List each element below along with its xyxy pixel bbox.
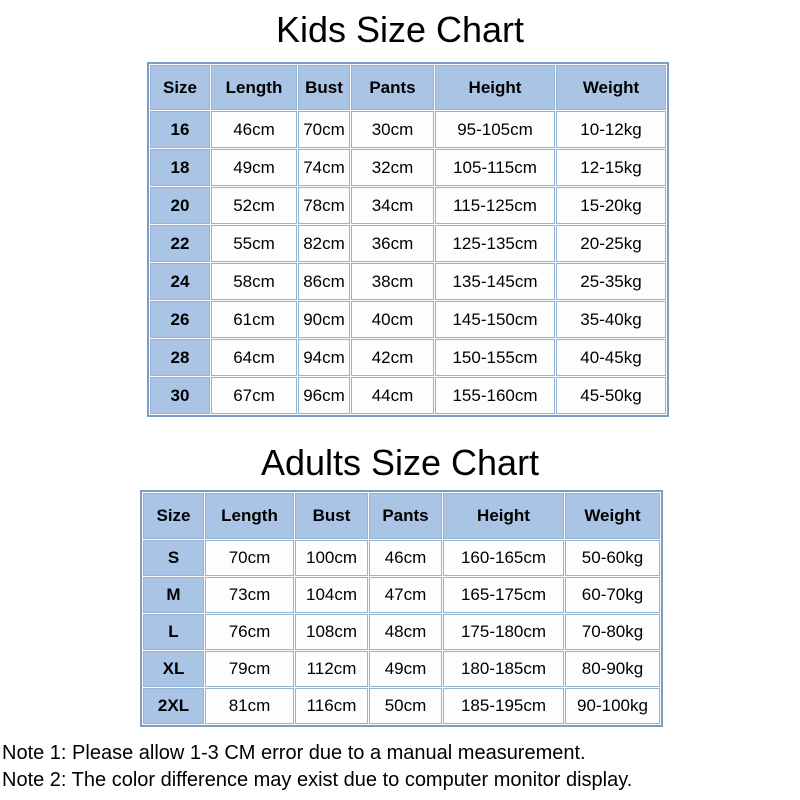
value-cell: 90cm bbox=[298, 301, 350, 338]
adults-chart-title: Adults Size Chart bbox=[260, 442, 540, 483]
value-cell: 74cm bbox=[298, 149, 350, 186]
value-cell: 78cm bbox=[298, 187, 350, 224]
value-cell: 64cm bbox=[211, 339, 297, 376]
value-cell: 81cm bbox=[205, 688, 294, 724]
size-cell: M bbox=[143, 577, 204, 613]
value-cell: 185-195cm bbox=[443, 688, 564, 724]
value-cell: 20-25kg bbox=[556, 225, 666, 262]
value-cell: 82cm bbox=[298, 225, 350, 262]
value-cell: 58cm bbox=[211, 263, 297, 300]
value-cell: 90-100kg bbox=[565, 688, 660, 724]
table-row bbox=[150, 301, 666, 338]
value-cell: 104cm bbox=[295, 577, 368, 613]
value-cell: 180-185cm bbox=[443, 651, 564, 687]
adults-size-table bbox=[140, 490, 663, 727]
value-cell: 42cm bbox=[351, 339, 434, 376]
note-line-2: Note 2: The color difference may exist due to computer monitor display. bbox=[2, 769, 633, 791]
value-cell: 49cm bbox=[211, 149, 297, 186]
value-cell: 112cm bbox=[295, 651, 368, 687]
value-cell: 50cm bbox=[369, 688, 442, 724]
table-row bbox=[143, 540, 660, 576]
kids-chart-title: Kids Size Chart bbox=[275, 9, 525, 50]
value-cell: 135-145cm bbox=[435, 263, 555, 300]
value-cell: 116cm bbox=[295, 688, 368, 724]
value-cell: 40-45kg bbox=[556, 339, 666, 376]
value-cell: 175-180cm bbox=[443, 614, 564, 650]
value-cell: 70-80kg bbox=[565, 614, 660, 650]
kids-size-table bbox=[147, 62, 669, 417]
value-cell: 70cm bbox=[298, 111, 350, 148]
column-header-pants: Pants bbox=[351, 65, 434, 110]
value-cell: 95-105cm bbox=[435, 111, 555, 148]
size-cell: L bbox=[143, 614, 204, 650]
table-row bbox=[150, 339, 666, 376]
value-cell: 125-135cm bbox=[435, 225, 555, 262]
table-row bbox=[143, 577, 660, 613]
value-cell: 86cm bbox=[298, 263, 350, 300]
value-cell: 80-90kg bbox=[565, 651, 660, 687]
value-cell: 34cm bbox=[351, 187, 434, 224]
value-cell: 115-125cm bbox=[435, 187, 555, 224]
value-cell: 96cm bbox=[298, 377, 350, 414]
value-cell: 100cm bbox=[295, 540, 368, 576]
table-row bbox=[150, 149, 666, 186]
value-cell: 38cm bbox=[351, 263, 434, 300]
size-cell: 28 bbox=[150, 339, 210, 376]
value-cell: 45-50kg bbox=[556, 377, 666, 414]
value-cell: 46cm bbox=[211, 111, 297, 148]
value-cell: 70cm bbox=[205, 540, 294, 576]
note-line-1: Note 1: Please allow 1-3 CM error due to a manual measurement. bbox=[2, 742, 586, 764]
size-cell: 18 bbox=[150, 149, 210, 186]
size-cell: S bbox=[143, 540, 204, 576]
value-cell: 73cm bbox=[205, 577, 294, 613]
size-cell: 16 bbox=[150, 111, 210, 148]
value-cell: 61cm bbox=[211, 301, 297, 338]
value-cell: 25-35kg bbox=[556, 263, 666, 300]
table-row bbox=[143, 614, 660, 650]
table-row bbox=[143, 651, 660, 687]
value-cell: 12-15kg bbox=[556, 149, 666, 186]
size-cell: 20 bbox=[150, 187, 210, 224]
value-cell: 67cm bbox=[211, 377, 297, 414]
value-cell: 52cm bbox=[211, 187, 297, 224]
column-header-length: Length bbox=[211, 65, 297, 110]
value-cell: 36cm bbox=[351, 225, 434, 262]
size-cell: 24 bbox=[150, 263, 210, 300]
value-cell: 79cm bbox=[205, 651, 294, 687]
value-cell: 76cm bbox=[205, 614, 294, 650]
value-cell: 15-20kg bbox=[556, 187, 666, 224]
value-cell: 108cm bbox=[295, 614, 368, 650]
header-row bbox=[150, 65, 666, 110]
header-row bbox=[143, 493, 660, 539]
column-header-size: Size bbox=[150, 65, 210, 110]
value-cell: 165-175cm bbox=[443, 577, 564, 613]
column-header-pants: Pants bbox=[369, 493, 442, 539]
table-row bbox=[150, 111, 666, 148]
table-row bbox=[150, 187, 666, 224]
column-header-height: Height bbox=[443, 493, 564, 539]
column-header-weight: Weight bbox=[556, 65, 666, 110]
value-cell: 49cm bbox=[369, 651, 442, 687]
value-cell: 150-155cm bbox=[435, 339, 555, 376]
value-cell: 155-160cm bbox=[435, 377, 555, 414]
size-cell: 22 bbox=[150, 225, 210, 262]
value-cell: 35-40kg bbox=[556, 301, 666, 338]
table-row bbox=[150, 263, 666, 300]
value-cell: 46cm bbox=[369, 540, 442, 576]
value-cell: 145-150cm bbox=[435, 301, 555, 338]
value-cell: 160-165cm bbox=[443, 540, 564, 576]
column-header-bust: Bust bbox=[295, 493, 368, 539]
value-cell: 60-70kg bbox=[565, 577, 660, 613]
size-cell: 26 bbox=[150, 301, 210, 338]
value-cell: 94cm bbox=[298, 339, 350, 376]
value-cell: 32cm bbox=[351, 149, 434, 186]
value-cell: 10-12kg bbox=[556, 111, 666, 148]
size-cell: XL bbox=[143, 651, 204, 687]
value-cell: 30cm bbox=[351, 111, 434, 148]
value-cell: 47cm bbox=[369, 577, 442, 613]
value-cell: 55cm bbox=[211, 225, 297, 262]
value-cell: 40cm bbox=[351, 301, 434, 338]
size-cell: 2XL bbox=[143, 688, 204, 724]
value-cell: 105-115cm bbox=[435, 149, 555, 186]
table-row bbox=[150, 377, 666, 414]
column-header-size: Size bbox=[143, 493, 204, 539]
column-header-height: Height bbox=[435, 65, 555, 110]
column-header-weight: Weight bbox=[565, 493, 660, 539]
size-cell: 30 bbox=[150, 377, 210, 414]
notes bbox=[2, 740, 632, 794]
value-cell: 48cm bbox=[369, 614, 442, 650]
table-row bbox=[150, 225, 666, 262]
table-row bbox=[143, 688, 660, 724]
value-cell: 50-60kg bbox=[565, 540, 660, 576]
column-header-length: Length bbox=[205, 493, 294, 539]
value-cell: 44cm bbox=[351, 377, 434, 414]
column-header-bust: Bust bbox=[298, 65, 350, 110]
